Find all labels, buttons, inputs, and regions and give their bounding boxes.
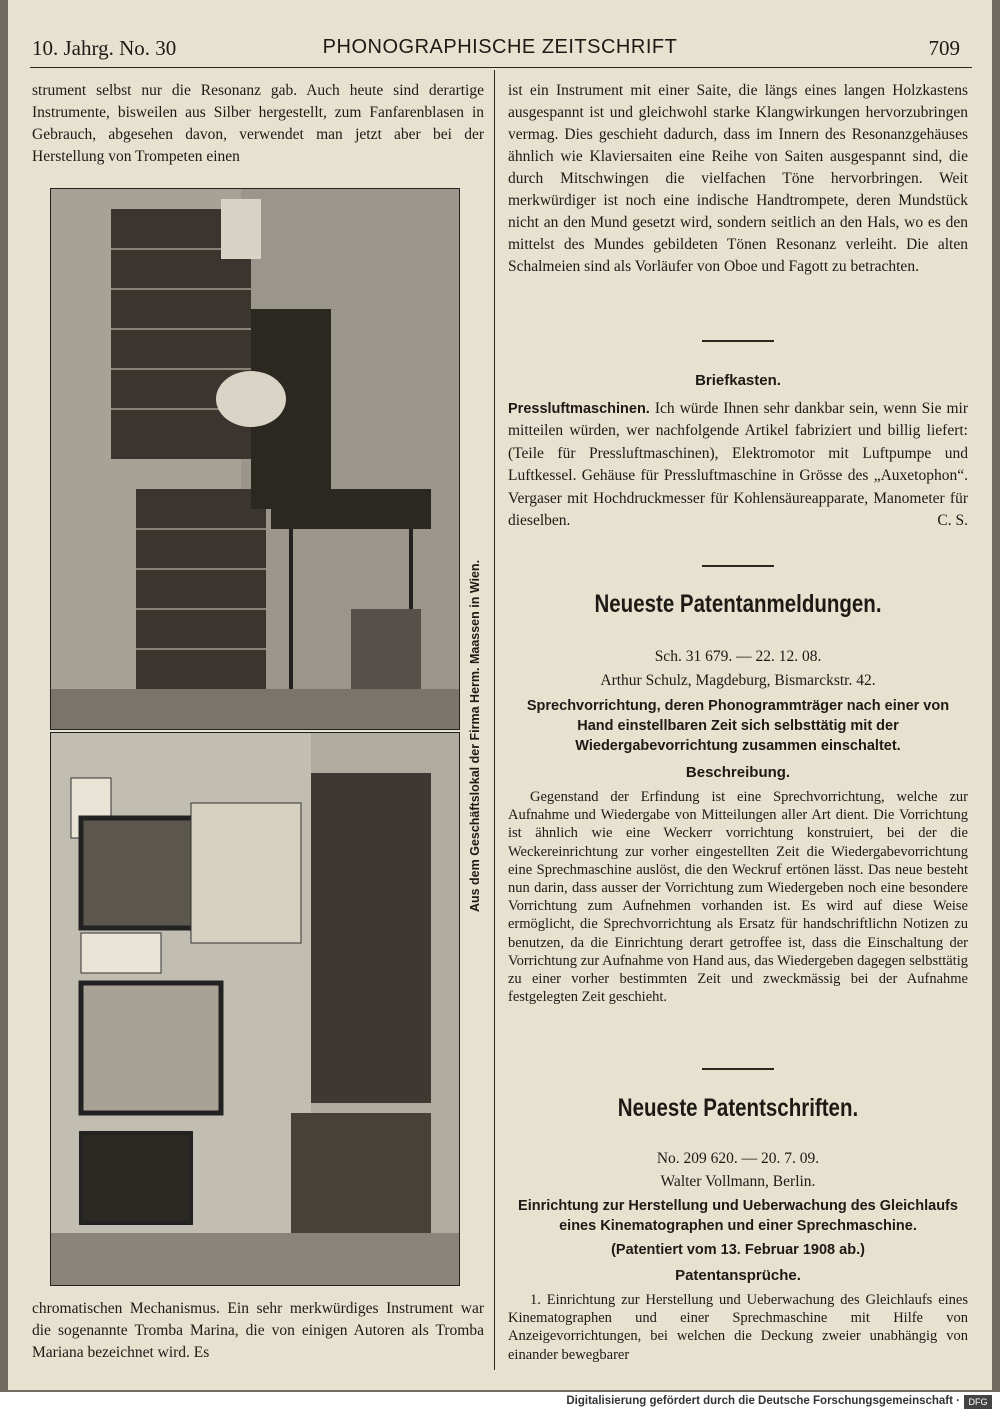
section-divider (702, 1068, 774, 1070)
scanned-page (8, 0, 992, 1390)
page-number: 709 (928, 36, 960, 60)
journal-title: PHONOGRAPHISCHE ZEITSCHRIFT (322, 36, 678, 58)
anmeldungen-applicant: Arthur Schulz, Magdeburg, Bismarckstr. 42. (600, 672, 876, 689)
anmeldungen-body: Gegenstand der Erfindung ist eine Sprechvorrichtung, welche zur Aufnahme und Wiedergabe von Mitteilungen aller Art dient. Die Vorrichtung ist ähnlich wie eine Weckerr vorrichtung konstruiert, bei der die Weckereinrichtung zur vorher eingestellten Zeit die Wiedergabevorrichtung eine Sprechmaschine auslöst, die den Weckruf ertönen lässt. Das neue besteht nun darin, dass ausser der Vorrichtung zum Wiedergeben noch eine besondere Vorrichtung zum Aufnehmen vorhanden ist. Es wird auf diese Weise ermöglicht, die Sprechvorrichtung als Ersatz für handschriftlichn Notizen zu benutzen, da die Einrichtung derart getroffee ist, dass die Einschaltung der Vorrichtung zur Aufnahme von Hand aus, das Wiedergeben dagegen selbsttätig zu einer vorher bestimmten Zeit und zweckmässig bei der Aufnahme festgelegten Zeit geschieht. (508, 789, 968, 1006)
anmeldungen-subheading: Beschreibung. (685, 764, 791, 781)
footer-credit: Digitalisierung gefördert durch die Deutsche Forschungsgemeinschaft · (566, 1395, 960, 1407)
dfg-logo: DFG (964, 1395, 992, 1409)
briefkasten-signature: C. S. (937, 512, 968, 530)
shop-photo-upper (50, 188, 460, 730)
digitization-footer (0, 1392, 1000, 1413)
right-intro-paragraph: ist ein Instrument mit einer Saite, die längs eines langen Holzkastens ausgespannt ist und gleichwohl starke Klangwirkungen hervorzubringen vermag. Dies geschieht dadurch, dass im Innern des Resonanzgehäuses ähnlich wie Klaviersaiten eine Reihe von Saiten ausgespannt sind, die durch Mitschwingen die vielfachen Töne hervorbringen. Weit merkwürdiger ist noch eine indische Handtrompete, deren Mundstück nicht an den Mund gesetzt wird, sondern seitlich an den Hals, wo es den mittelst des Mundes gebildeten Tönen Resonanz verleiht. Die alten Schalmeien sind als Vorläufer von Oboe und Fagott zu betrachten. (508, 82, 968, 275)
briefkasten-text: Ich würde Ihnen sehr dankbar sein, wenn Sie mir mitteilen würden, wer nachfolgende Artikel fabriziert und billig liefert: (Teile für Pressluftmaschinen), Elektromotor mit Luftpumpe und Luftkessel. Gehäuse für Pressluftmaschine in Grösse des „Auxetophon“. Vergaser mit Hochdruckmesser für Kohlensäureapparate, Manometer für dieselben. (508, 400, 968, 530)
anmeldungen-ref: Sch. 31 679. — 22. 12. 08. (654, 648, 822, 665)
left-top-paragraph: strument selbst nur die Resonanz gab. Auch heute sind derartige Instrumente, bisweilen aus Silber hergestellt, zum Fanfarenblasen in Gebrauch, abgesehen davon, verwendet man jetzt aber bei der Herstellung von Trompeten einen (32, 82, 484, 165)
anmeldungen-title: Sprechvorrichtung, deren Phonogrammträger nach einer von Hand einstellbaren Zeit sich selbsttätig mit der Wiedergabevorrichtung zusammen einschaltet. (526, 698, 950, 754)
briefkasten-body (508, 398, 968, 532)
schriften-applicant: Walter Vollmann, Berlin. (660, 1173, 816, 1190)
page-header (8, 36, 992, 66)
briefkasten-heading: Briefkasten. (695, 372, 781, 389)
photo-caption-wrap (460, 188, 490, 1284)
issue-label: 10. Jahrg. No. 30 (32, 36, 177, 60)
section-divider (702, 565, 774, 567)
shop-photo-lower (50, 732, 460, 1286)
photo-caption: Aus dem Geschäftslokal der Firma Herm. Maassen in Wien. (468, 559, 482, 913)
schriften-patented: (Patentiert vom 13. Februar 1908 ab.) (611, 1242, 865, 1258)
schriften-subheading: Patentansprüche. (675, 1267, 801, 1284)
anmeldungen-heading: Neueste Patentanmeldungen. (594, 590, 882, 618)
schriften-heading: Neueste Patentschriften. (617, 1094, 859, 1122)
briefkasten-lead: Pressluftmaschinen. (508, 401, 650, 417)
header-rule (30, 67, 972, 68)
section-divider (702, 340, 774, 342)
column-rule (494, 70, 495, 1370)
schriften-title: Einrichtung zur Herstellung und Ueberwachung des Gleichlaufs eines Kinematographen und einer Sprechmaschine. (518, 1198, 958, 1234)
schriften-body: 1. Einrichtung zur Herstellung und Ueberwachung des Gleichlaufs eines Kinematographen und einer Sprechmaschine mit Hilfe von Anzeigevorrichtungen, bei welchen die Deckung zweier unabhängig von einander bewegbarer (508, 1292, 968, 1363)
schriften-ref: No. 209 620. — 20. 7. 09. (656, 1150, 820, 1167)
left-bottom-paragraph: chromatischen Mechanismus. Ein sehr merkwürdiges Instrument war die sogenannte Tromba Marina, die von einigen Autoren als Tromba Mariana bezeichnet wird. Es (32, 1300, 484, 1361)
